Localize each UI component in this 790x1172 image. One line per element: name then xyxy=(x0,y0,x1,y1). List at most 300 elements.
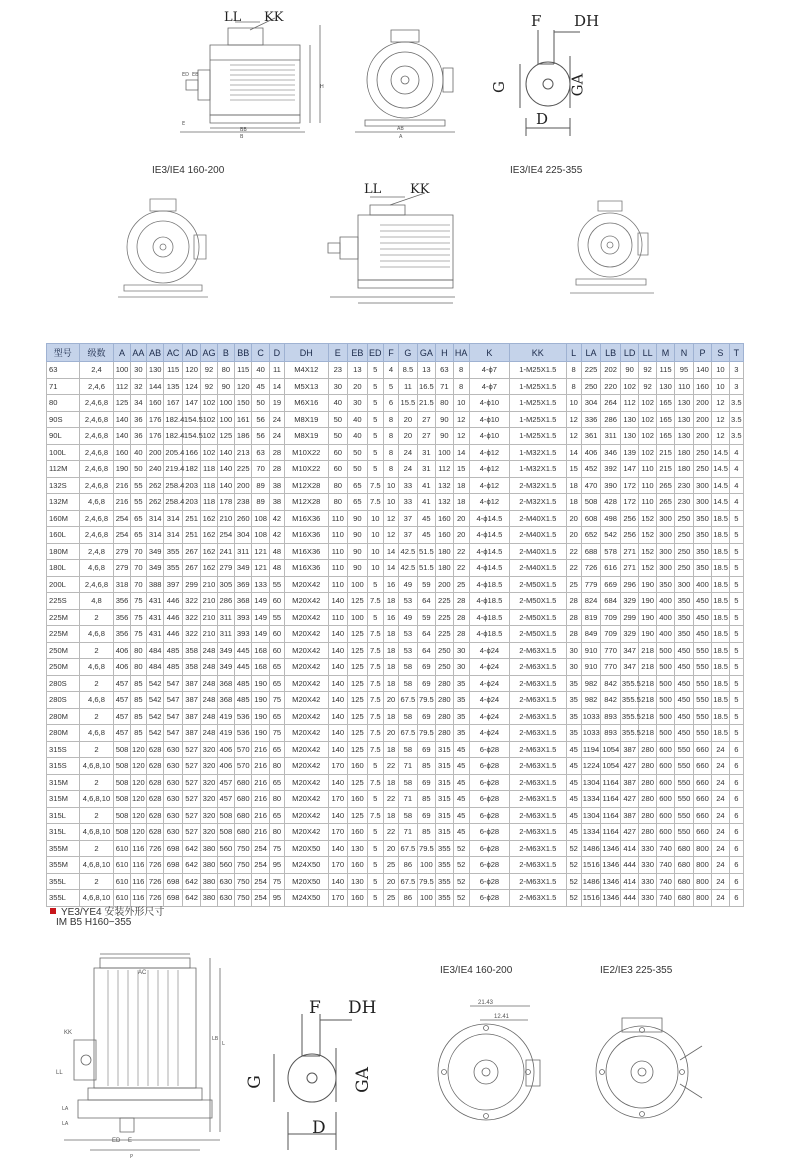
table-cell: 125 xyxy=(348,692,368,709)
table-cell: 140 xyxy=(328,593,348,610)
table-cell: 4-ϕ24 xyxy=(469,642,509,659)
table-cell: 3.5 xyxy=(729,411,743,428)
table-cell: 190 xyxy=(639,593,656,610)
table-cell: 150 xyxy=(235,395,252,412)
table-cell: 279 xyxy=(114,543,130,560)
table-cell: 1516 xyxy=(581,890,601,907)
table-cell: 2-M63X1.5 xyxy=(510,774,567,791)
table-cell: 6 xyxy=(729,807,743,824)
svg-text:A: A xyxy=(399,134,403,140)
table-cell: 24 xyxy=(712,774,729,791)
table-cell: 280 xyxy=(639,741,656,758)
table-cell: 190 xyxy=(639,609,656,626)
table-cell: 45 xyxy=(566,758,581,775)
table-cell: 750 xyxy=(235,890,252,907)
table-cell: 18.5 xyxy=(712,675,729,692)
table-cell: 349 xyxy=(217,659,234,676)
table-cell: 300 xyxy=(656,543,674,560)
table-cell: 300 xyxy=(656,527,674,544)
table-cell: 254 xyxy=(217,527,234,544)
table-cell: 842 xyxy=(601,675,621,692)
table-cell: 5 xyxy=(729,708,743,725)
table-cell: 450 xyxy=(675,642,693,659)
table-cell: 35 xyxy=(453,675,469,692)
table-cell: 38 xyxy=(269,477,284,494)
table-cell: 1164 xyxy=(601,824,621,841)
table-cell: 125 xyxy=(348,725,368,742)
table-cell: 550 xyxy=(693,675,711,692)
table-cell: 726 xyxy=(581,560,601,577)
table-cell: M10X22 xyxy=(285,444,328,461)
table-cell: 500 xyxy=(656,708,674,725)
table-cell: 58 xyxy=(399,741,417,758)
table-cell: 2-M63X1.5 xyxy=(510,692,567,709)
table-cell: 160 xyxy=(693,378,711,395)
table-cell: 22 xyxy=(383,824,398,841)
table-cell: 542 xyxy=(146,675,163,692)
table-cell: 680 xyxy=(235,824,252,841)
table-cell: M24X50 xyxy=(285,890,328,907)
table-cell: 698 xyxy=(164,873,182,890)
table-cell: 132 xyxy=(436,477,453,494)
column-header: F xyxy=(383,344,398,362)
table-cell: M20X42 xyxy=(285,741,328,758)
table-cell: 250 xyxy=(675,510,693,527)
table-cell: 250 xyxy=(436,659,453,676)
vertical-motor-drawing xyxy=(60,950,235,1160)
table-cell: 69 xyxy=(417,741,435,758)
table-cell: 1054 xyxy=(601,741,621,758)
table-cell: 203 xyxy=(182,477,200,494)
table-cell: 10 xyxy=(367,527,383,544)
table-cell: 5 xyxy=(367,461,383,478)
table-cell: 680 xyxy=(675,890,693,907)
table-cell: 56 xyxy=(252,411,269,428)
column-header: DH xyxy=(285,344,328,362)
table-cell: 4-ϕ14.5 xyxy=(469,527,509,544)
table-cell: 210 xyxy=(217,510,234,527)
table-cell: 70 xyxy=(252,461,269,478)
table-cell: 5 xyxy=(729,659,743,676)
table-cell: 4-ϕ10 xyxy=(469,395,509,412)
table-cell: 1033 xyxy=(581,725,601,742)
table-cell: 550 xyxy=(675,758,693,775)
table-cell: 58 xyxy=(399,708,417,725)
table-cell: 570 xyxy=(235,741,252,758)
table-cell: 280 xyxy=(639,774,656,791)
table-cell: 100 xyxy=(217,395,234,412)
table-cell: 162 xyxy=(201,510,217,527)
table-cell: 144 xyxy=(146,378,163,395)
table-cell: 200L xyxy=(47,576,80,593)
table-cell: 20 xyxy=(453,527,469,544)
table-cell: M20X50 xyxy=(285,873,328,890)
column-header: E xyxy=(328,344,348,362)
table-cell: 220 xyxy=(601,378,621,395)
table-cell: 11 xyxy=(399,378,417,395)
table-row xyxy=(47,873,744,890)
table-cell: 350 xyxy=(693,527,711,544)
table-cell: 112 xyxy=(436,461,453,478)
table-cell: 200 xyxy=(693,411,711,428)
table-cell: 355 xyxy=(436,857,453,874)
table-cell: 5 xyxy=(729,675,743,692)
table-cell: 160 xyxy=(114,444,130,461)
table-cell: 31 xyxy=(417,461,435,478)
table-cell: 140 xyxy=(328,807,348,824)
table-cell: 186 xyxy=(235,428,252,445)
table-cell: 600 xyxy=(656,741,674,758)
table-cell: 500 xyxy=(656,659,674,676)
table-cell: 52 xyxy=(566,857,581,874)
table-cell: 508 xyxy=(114,824,130,841)
table-cell: 110 xyxy=(328,527,348,544)
table-cell: 800 xyxy=(693,890,711,907)
table-cell: 118 xyxy=(201,477,217,494)
table-cell: 8 xyxy=(566,378,581,395)
table-cell: M5X13 xyxy=(285,378,328,395)
table-cell: 5 xyxy=(367,428,383,445)
table-cell: 32 xyxy=(130,378,146,395)
table-cell: 250M xyxy=(47,659,80,676)
table-cell: 45 xyxy=(453,791,469,808)
table-cell: 251 xyxy=(182,527,200,544)
table-cell: 86 xyxy=(399,890,417,907)
table-cell: 536 xyxy=(235,708,252,725)
table-cell: 18 xyxy=(383,774,398,791)
column-header: AD xyxy=(182,344,200,362)
table-cell: 168 xyxy=(252,642,269,659)
table-cell: 262 xyxy=(146,494,163,511)
table-cell: 322 xyxy=(182,626,200,643)
table-cell: 350 xyxy=(656,576,674,593)
table-cell: 600 xyxy=(656,774,674,791)
dimension-table xyxy=(46,343,744,907)
table-cell: 304 xyxy=(235,527,252,544)
table-cell: 6 xyxy=(729,873,743,890)
svg-text:LB: LB xyxy=(212,1036,219,1042)
table-cell: 450 xyxy=(693,609,711,626)
table-cell: 18.5 xyxy=(712,510,729,527)
table-cell: 630 xyxy=(164,824,182,841)
caption-ie3-160-200: IE3/IE4 160-200 xyxy=(152,165,225,176)
table-cell: 740 xyxy=(656,857,674,874)
table-cell: 2 xyxy=(79,741,114,758)
table-cell: 542 xyxy=(146,725,163,742)
table-row xyxy=(47,477,744,494)
table-cell: 7.5 xyxy=(367,807,383,824)
table-cell: 202 xyxy=(601,362,621,379)
table-cell: 5 xyxy=(729,560,743,577)
table-cell: 400 xyxy=(656,626,674,643)
table-cell: 216 xyxy=(252,774,269,791)
table-cell: 368 xyxy=(217,675,234,692)
table-cell: 110 xyxy=(675,378,693,395)
table-cell: 21.5 xyxy=(417,395,435,412)
table-cell: 12 xyxy=(566,411,581,428)
table-cell: 550 xyxy=(693,708,711,725)
table-cell: 60 xyxy=(328,461,348,478)
table-cell: 610 xyxy=(114,890,130,907)
table-row xyxy=(47,378,744,395)
table-cell: 140 xyxy=(328,659,348,676)
table-cell: 41 xyxy=(417,494,435,511)
table-cell: 40 xyxy=(348,428,368,445)
dim-label-21-43: 21.43 xyxy=(478,1000,494,1006)
table-cell: 45 xyxy=(453,774,469,791)
table-cell: 18.5 xyxy=(712,609,729,626)
table-cell: 7.5 xyxy=(367,477,383,494)
table-cell: 258.4 xyxy=(164,494,182,511)
table-cell: 116 xyxy=(130,873,146,890)
table-cell: 550 xyxy=(675,824,693,841)
table-cell: 60 xyxy=(269,642,284,659)
table-cell: 30 xyxy=(453,659,469,676)
column-header: GA xyxy=(417,344,435,362)
table-cell: 210 xyxy=(201,626,217,643)
table-cell: 642 xyxy=(182,873,200,890)
table-cell: 6 xyxy=(729,840,743,857)
table-cell: 2,4,6,8 xyxy=(79,395,114,412)
table-cell: 368 xyxy=(235,593,252,610)
table-cell: 299 xyxy=(620,609,638,626)
table-cell: 550 xyxy=(693,725,711,742)
table-cell: 6-ϕ28 xyxy=(469,824,509,841)
table-cell: 368 xyxy=(217,692,234,709)
table-cell: 660 xyxy=(693,758,711,775)
table-cell: 90L xyxy=(47,428,80,445)
table-cell: 4-ϕ14.5 xyxy=(469,560,509,577)
table-row xyxy=(47,741,744,758)
table-cell: 397 xyxy=(164,576,182,593)
table-cell: M20X42 xyxy=(285,609,328,626)
table-cell: 71 xyxy=(399,824,417,841)
table-cell: 14 xyxy=(383,543,398,560)
table-cell: 910 xyxy=(581,642,601,659)
table-cell: 800 xyxy=(693,840,711,857)
side-label-ed: ED xyxy=(112,1138,121,1144)
table-row xyxy=(47,659,744,676)
table-cell: 24 xyxy=(712,890,729,907)
table-cell: 90 xyxy=(436,411,453,428)
table-cell: 19 xyxy=(269,395,284,412)
table-row xyxy=(47,708,744,725)
table-cell: 628 xyxy=(146,774,163,791)
column-header: AA xyxy=(130,344,146,362)
table-cell: 140 xyxy=(693,362,711,379)
table-cell: 69 xyxy=(417,659,435,676)
table-cell: 2-M63X1.5 xyxy=(510,807,567,824)
table-cell: 5 xyxy=(367,609,383,626)
table-cell: 90S xyxy=(47,411,80,428)
table-cell: 65 xyxy=(348,494,368,511)
table-row xyxy=(47,609,744,626)
table-cell: 116 xyxy=(130,840,146,857)
table-cell: 49 xyxy=(399,576,417,593)
table-cell: 45 xyxy=(417,527,435,544)
table-cell: 5 xyxy=(729,626,743,643)
table-cell: 388 xyxy=(146,576,163,593)
table-cell: 182 xyxy=(182,461,200,478)
table-cell: 279 xyxy=(217,560,234,577)
table-cell: 80 xyxy=(328,477,348,494)
table-cell: 95 xyxy=(269,857,284,874)
table-cell: 238 xyxy=(235,494,252,511)
table-cell: 642 xyxy=(182,840,200,857)
table-cell: 42.5 xyxy=(399,543,417,560)
table-cell: 320 xyxy=(201,741,217,758)
table-cell: 4-ϕ14.5 xyxy=(469,543,509,560)
table-cell: M16X36 xyxy=(285,543,328,560)
table-cell: 120 xyxy=(235,378,252,395)
table-cell: 180 xyxy=(436,543,453,560)
table-cell: 160 xyxy=(348,758,368,775)
table-cell: 165 xyxy=(656,395,674,412)
table-cell: 63 xyxy=(47,362,80,379)
table-cell: 628 xyxy=(146,741,163,758)
table-cell: 176 xyxy=(146,428,163,445)
table-cell: 508 xyxy=(114,741,130,758)
table-row xyxy=(47,494,744,511)
table-cell: 200 xyxy=(693,395,711,412)
table-cell: 100 xyxy=(417,890,435,907)
table-cell: 485 xyxy=(164,642,182,659)
table-cell: 358 xyxy=(182,659,200,676)
table-cell: 180 xyxy=(675,444,693,461)
table-cell: 485 xyxy=(164,659,182,676)
table-cell: 92 xyxy=(639,378,656,395)
motor-side-view-drawing xyxy=(180,10,340,140)
table-cell: 59 xyxy=(417,576,435,593)
table-cell: 387 xyxy=(620,807,638,824)
table-cell: 1486 xyxy=(581,840,601,857)
table-cell: 527 xyxy=(182,791,200,808)
table-cell: 547 xyxy=(164,692,182,709)
table-cell: 152 xyxy=(639,510,656,527)
column-header: 型号 xyxy=(47,344,80,362)
table-cell: 71 xyxy=(399,758,417,775)
table-cell: 125 xyxy=(348,741,368,758)
table-cell: 349 xyxy=(146,543,163,560)
table-cell: 5 xyxy=(367,411,383,428)
table-cell: 65 xyxy=(348,477,368,494)
table-cell: 50 xyxy=(348,461,368,478)
table-cell: 102 xyxy=(639,411,656,428)
table-cell: 110 xyxy=(328,609,348,626)
column-header: K xyxy=(469,344,509,362)
table-cell: 6-ϕ28 xyxy=(469,807,509,824)
table-cell: 250M xyxy=(47,642,80,659)
table-cell: 18.5 xyxy=(712,692,729,709)
shaft-label-g: G xyxy=(489,81,508,93)
table-cell: 314 xyxy=(164,527,182,544)
table-cell: 190 xyxy=(639,626,656,643)
table-cell: 140 xyxy=(217,461,234,478)
table-cell: 254 xyxy=(252,873,269,890)
table-cell: 630 xyxy=(164,741,182,758)
table-cell: 680 xyxy=(675,873,693,890)
table-cell: 64 xyxy=(417,626,435,643)
table-row xyxy=(47,395,744,412)
table-cell: 355 xyxy=(436,873,453,890)
table-cell: 130 xyxy=(656,378,674,395)
table-cell: 130 xyxy=(675,395,693,412)
table-cell: 147 xyxy=(620,461,638,478)
table-cell: 2-M50X1.5 xyxy=(510,609,567,626)
table-cell: 726 xyxy=(146,857,163,874)
table-cell: 124 xyxy=(182,378,200,395)
table-cell: 40 xyxy=(130,444,146,461)
table-cell: 6-ϕ28 xyxy=(469,774,509,791)
table-cell: 20 xyxy=(399,411,417,428)
table-cell: M20X42 xyxy=(285,576,328,593)
table-cell: 387 xyxy=(182,675,200,692)
table-cell: 6 xyxy=(729,791,743,808)
table-cell: 23 xyxy=(328,362,348,379)
table-cell: 347 xyxy=(620,659,638,676)
table-row xyxy=(47,774,744,791)
table-cell: 485 xyxy=(235,675,252,692)
table-cell: 10 xyxy=(712,362,729,379)
table-cell: 315 xyxy=(436,791,453,808)
table-row xyxy=(47,692,744,709)
table-cell: 69 xyxy=(417,807,435,824)
table-cell: 38 xyxy=(269,494,284,511)
svg-text:AB: AB xyxy=(397,126,404,132)
shaft-label-d: D xyxy=(536,110,549,128)
table-cell: 457 xyxy=(114,692,130,709)
table-cell: 390 xyxy=(601,477,621,494)
table-cell: 22 xyxy=(453,543,469,560)
table-cell: 75 xyxy=(269,873,284,890)
table-cell: 4-ϕ12 xyxy=(469,494,509,511)
table-row xyxy=(47,428,744,445)
table-row xyxy=(47,840,744,857)
table-cell: 75 xyxy=(269,725,284,742)
table-cell: 305 xyxy=(217,576,234,593)
flange-label-g: G xyxy=(244,1075,265,1089)
table-cell: 190 xyxy=(252,725,269,742)
table-cell: 770 xyxy=(601,642,621,659)
table-cell: 30 xyxy=(453,642,469,659)
table-cell: 71 xyxy=(436,378,453,395)
table-cell: 14.5 xyxy=(712,494,729,511)
table-row xyxy=(47,543,744,560)
table-cell: 457 xyxy=(217,774,234,791)
table-cell: 58 xyxy=(399,659,417,676)
table-cell: 140 xyxy=(217,477,234,494)
table-cell: 2-M63X1.5 xyxy=(510,758,567,775)
table-cell: 51.5 xyxy=(417,543,435,560)
table-cell: 2,4,6,8 xyxy=(79,428,114,445)
table-cell: 75 xyxy=(269,840,284,857)
table-cell: 25 xyxy=(383,890,398,907)
table-cell: 15 xyxy=(566,461,581,478)
table-cell: 50 xyxy=(328,428,348,445)
table-cell: 225 xyxy=(436,593,453,610)
column-header: LB xyxy=(601,344,621,362)
table-cell: 450 xyxy=(675,708,693,725)
table-cell: 140 xyxy=(328,692,348,709)
table-cell: 49 xyxy=(399,609,417,626)
table-cell: M20X42 xyxy=(285,758,328,775)
table-cell: 2,4,6,8 xyxy=(79,510,114,527)
table-cell: 110 xyxy=(639,461,656,478)
table-cell: 4-ϕ24 xyxy=(469,725,509,742)
table-cell: 698 xyxy=(164,857,182,874)
table-cell: 2,4,8 xyxy=(79,543,114,560)
table-cell: 2-M63X1.5 xyxy=(510,840,567,857)
